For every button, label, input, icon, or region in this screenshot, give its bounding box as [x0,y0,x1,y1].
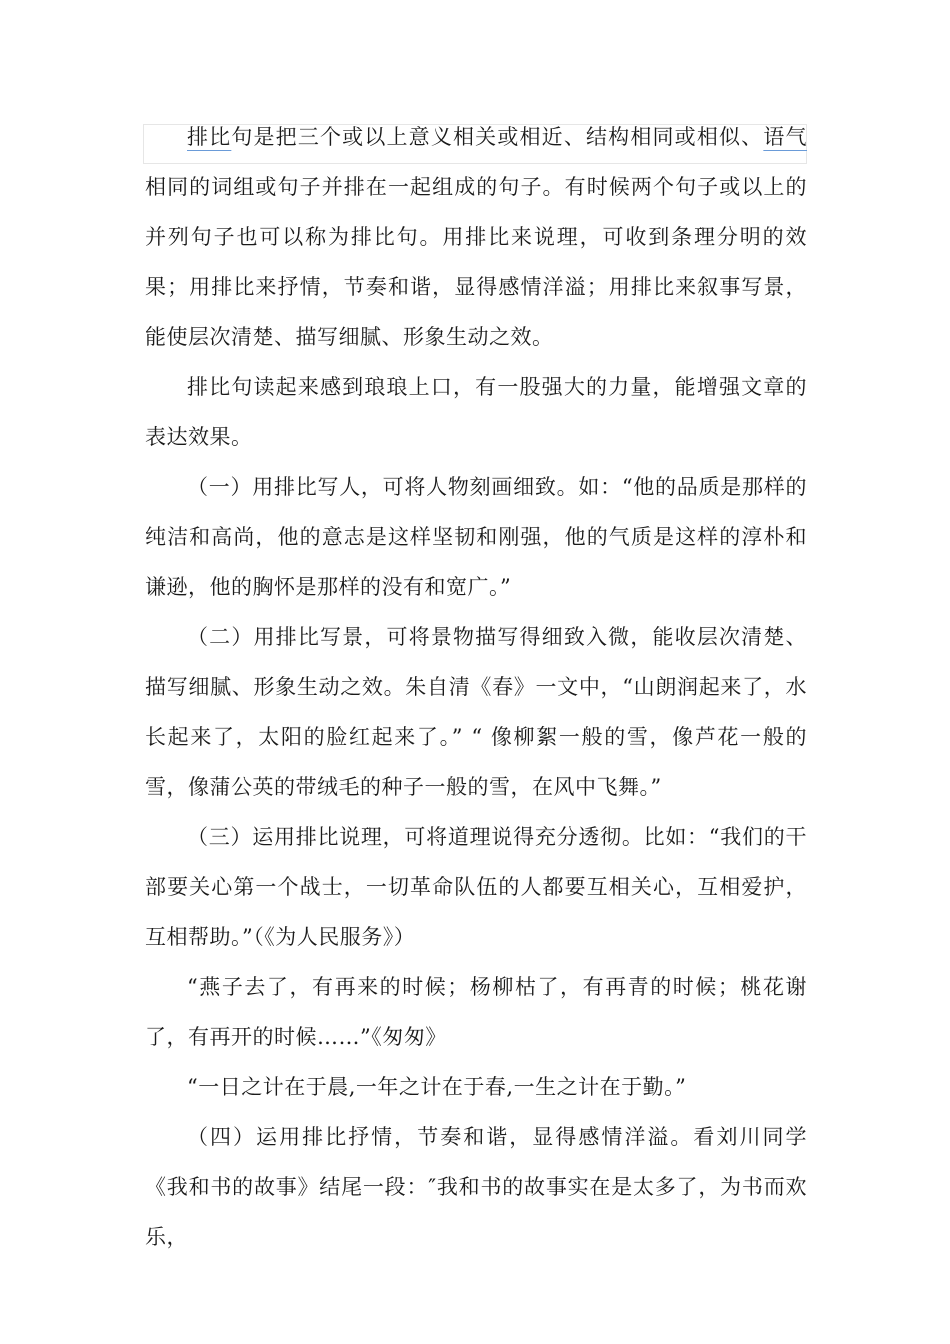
document-body [145,112,807,1262]
paragraph-quote-proverb: “一日之计在于晨,一年之计在于春,一生之计在于勤。” [187,1075,687,1099]
paragraph-definition [145,112,807,362]
paragraph-quote-congcong: “燕子去了，有再来的时候；杨柳枯了，有再青的时候；桃花谢了，有再开的时候……”《匆匆》 [145,975,807,1049]
paragraph-text: 句是把三个或以上意义相关或相近、结构相同或相似、 [231,125,764,149]
underlined-term-paibi[interactable]: 排比 [187,125,232,149]
underlined-term-yuqi[interactable]: 语气 [763,125,808,149]
paragraph-section-3: （三）运用排比说理，可将道理说得充分透彻。比如：“我们的干部要关心第一个战士，一切革命队伍的人都要互相关心，互相爱护，互相帮助。”（《为人民服务》） [145,825,807,949]
paragraph-text-continued: 相同的词组或句子并排在一起组成的句子。有时候两个句子或以上的并列句子也可以称为排比句。用排比来说理，可收到条理分明的效果；用排比来抒情，节奏和谐，显得感情洋溢；用排比来叙事写景，能使层次清楚、描写细腻、形象生动之效。 [145,175,807,349]
paragraph-effect: 排比句读起来感到琅琅上口，有一股强大的力量，能增强文章的表达效果。 [145,375,807,449]
paragraph-section-4: （四）运用排比抒情，节奏和谐，显得感情洋溢。看刘川同学《我和书的故事》结尾一段：″我和书的故事实在是太多了，为书而欢乐， [145,1125,807,1249]
paragraph-section-1: （一）用排比写人，可将人物刻画细致。如：“他的品质是那样的纯洁和高尚，他的意志是这样坚韧和刚强，他的气质是这样的淳朴和谦逊，他的胸怀是那样的没有和宽广。” [145,475,807,599]
paragraph-section-2: （二）用排比写景，可将景物描写得细致入微，能收层次清楚、描写细腻、形象生动之效。朱自清《春》一文中，“山朗润起来了，水长起来了，太阳的脸红起来了。” “ 像柳絮一般的雪，像芦花一般的雪，像蒲公英的带绒毛的种子一般的雪，在风中飞舞。” [145,625,807,799]
